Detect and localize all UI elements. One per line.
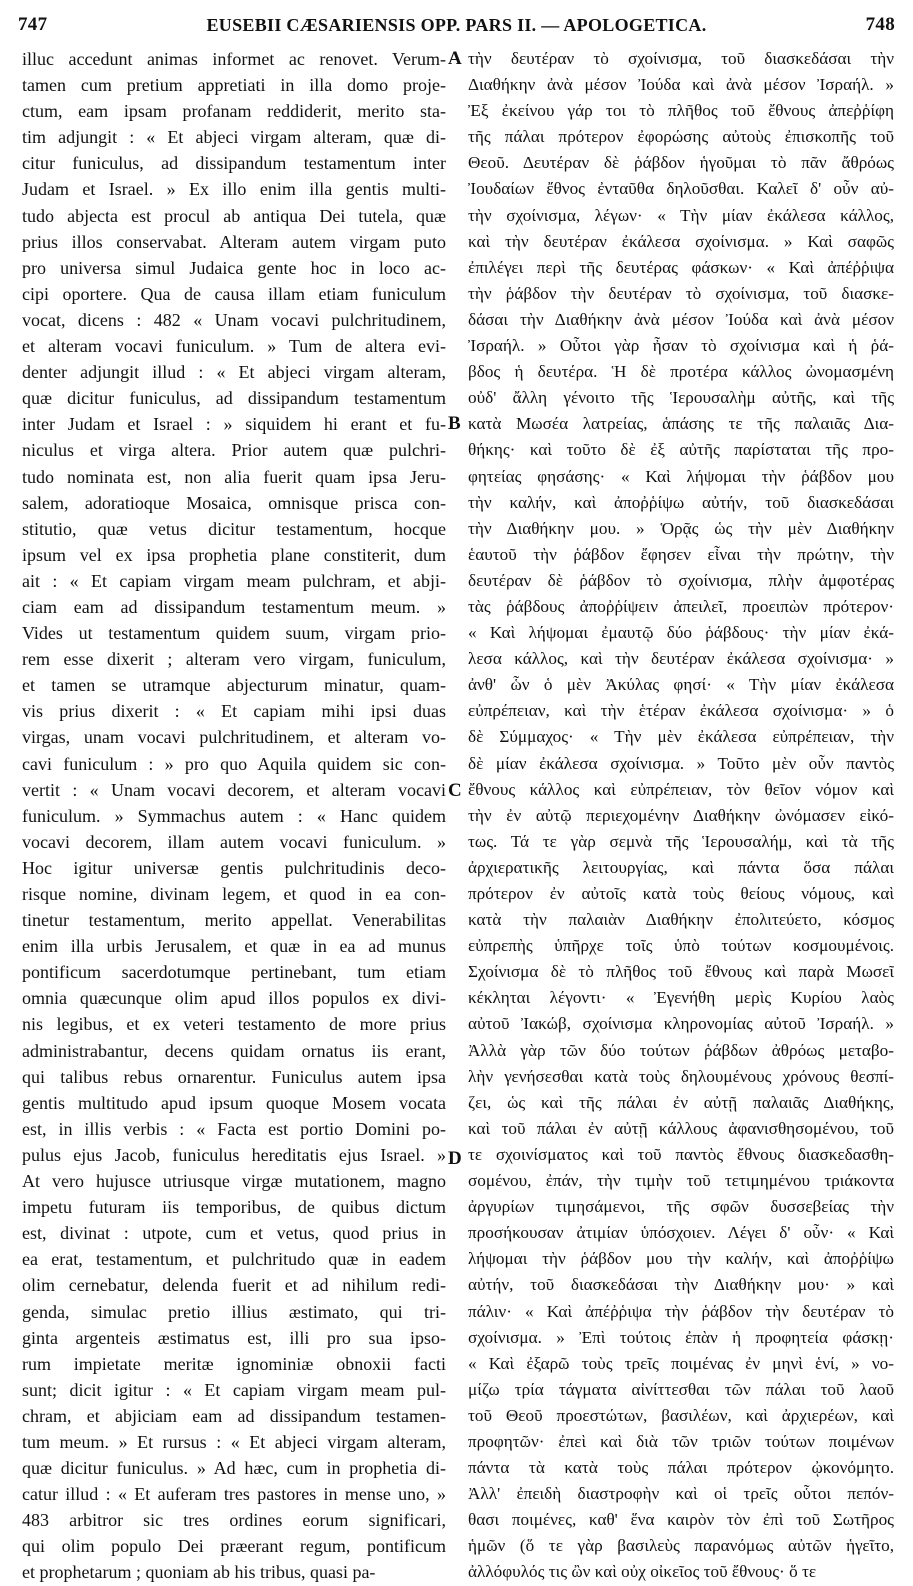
latin-text-line: virgas, unam vocavi pulchritudinem, et alteram vo-: [22, 727, 446, 748]
greek-text-line: τὴν καλήν, καὶ ἀποῤῥίψω αὐτήν, τοῦ διασκεδάσαι: [468, 492, 894, 512]
greek-text-line: σχοίνισμα. » Ἐπὶ τούτοις ἐπὰν ἡ προφητεία φάσκῃ·: [468, 1327, 894, 1347]
latin-text-line: risque nomine, divinam legem, et quod in ea con-: [22, 884, 446, 904]
latin-text-line: ea erat, testamentum, et pulchritudo quæ in eadem: [22, 1249, 446, 1270]
greek-text-line: δὲ Σύμμαχος· « Τὴν μὲν ἐκάλεσα εὐπρέπειαν, τὴν: [468, 727, 894, 747]
greek-text-line: ἔθνους κάλλος καὶ εὐπρέπειαν, τὸν θεῖον νόμον καὶ: [468, 779, 894, 799]
latin-text-line: impetu futuram iis temporibus, de quibus dictum: [22, 1197, 446, 1218]
greek-text-line: τὰς ῥάβδους ἀποῤῥίψειν ἀπειλεῖ, προειπὼν πρότερον·: [468, 596, 894, 616]
greek-text-line: κέκληται λέγοντι· « Ἐγενήθη μερὶς Κυρίου λαὸς: [468, 988, 894, 1008]
latin-text-line: vocat, dicens : 482 « Unam vocavi pulchritudinem,: [22, 309, 446, 330]
latin-text-line: 483 arbitror sic tres ordines eorum significari,: [22, 1510, 446, 1531]
latin-text-line: est, divinat : utpote, cum et vetus, quod prius in: [22, 1223, 446, 1244]
latin-text-line: prius illos conservabat. Alteram autem virgam puto: [22, 231, 446, 252]
latin-text-line: Judam et Israel. » Ex illo enim illa gentis multi-: [22, 179, 446, 200]
margin-letter-b: B: [448, 413, 461, 434]
latin-text-line: et prophetarum ; quoniam ab his tribus, quasi pa-: [22, 1562, 376, 1583]
latin-text-line: nis legibus, et ex veteri testamento de more prius: [22, 1014, 446, 1035]
right-page-number: 748: [865, 14, 895, 35]
greek-text-line: Θεοῦ. Δευτέραν δὲ ῥάβδον ἡγοῦμαι τὸ πᾶν ἄθρόως: [468, 153, 894, 173]
latin-text-line: pontificum sacerdotumque pertinebant, tum etiam: [22, 962, 446, 983]
margin-letter-a: A: [448, 48, 462, 69]
greek-text-line: « Καὶ λήψομαι ἐμαυτῷ δύο ῥάβδους· τὴν μίαν ἐκά-: [468, 623, 894, 643]
latin-text-line: salem, adoratioque Mosaica, omnisque prisca con-: [22, 492, 446, 513]
greek-text-line: ἀργυρίων τιμησάμενοι, τῆς σφῶν δυσσεβείας τὴν: [468, 1197, 894, 1217]
latin-text-line: gentis multitudo apud ipsum quoque Mosem vocata: [22, 1092, 446, 1113]
greek-text-line: τὴν ῥάβδον τὴν δευτέραν τὸ σχοίνισμα, τοῦ διασκε-: [468, 283, 894, 303]
latin-text-line: olim cernebatur, delenda fuerit et ad nihilum redi-: [22, 1275, 446, 1296]
greek-text-line: πάλιν· « Καὶ ἀπέῤῥιψα τὴν ῥάβδον τὴν δευτέραν τὸ: [468, 1301, 894, 1321]
greek-text-line: θασι ποιμένες, καθ' ἕνα καιρὸν τὸν ἐπὶ τοῦ Σωτῆρος: [468, 1510, 894, 1530]
greek-text-line: ἀνθ' ὧν ὁ μὲν Ἀκύλας φησί· « Τὴν μίαν ἐκάλεσα: [468, 675, 894, 695]
latin-text-line: tamen cum pretium appretiati in illa domo proje-: [22, 75, 446, 96]
latin-text-line: inter Judam et Israel : » siquidem hi erant et fu-: [22, 414, 446, 435]
greek-text-line: Ἀλλὰ γὰρ τῶν δύο τούτων ῥάβδων ἀθρόως μεταβο-: [468, 1040, 894, 1060]
latin-column: [22, 46, 446, 1586]
greek-text-line: δευτέραν δὲ ῥάβδον τὸ σχοίνισμα, πλὴν ἀμφοτέρας: [468, 570, 894, 590]
latin-text-line: sunt; dicit igitur : « Et capiam virgam meam pul-: [22, 1379, 446, 1400]
latin-text-line: chram, et abjiciam eam ad dissipandum testamen-: [22, 1405, 446, 1426]
greek-text-line: αὐτήν, τοῦ διασκεδάσαι τὴν Διαθήκην μου· » καὶ: [468, 1275, 894, 1295]
latin-text-line: Hoc igitur universæ gentis pulchritudinis deco-: [22, 857, 446, 878]
greek-text-line: ἑαυτοῦ τὴν ῥάβδον ἔφησεν εἶναι τὴν πρώτην, τὴν: [468, 544, 894, 564]
latin-text-line: Vides ut testamentum quidem suum, virgam prio-: [22, 623, 446, 644]
latin-text-line: quæ dicitur funiculus. » Ad hæc, cum in prophetia di-: [22, 1458, 446, 1479]
greek-text-line: τὴν δευτέραν τὸ σχοίνισμα, τοῦ διασκεδάσαι τὴν: [468, 49, 894, 68]
greek-text-line: λεσα κάλλος, καὶ τὴν δευτέραν ἐκάλεσα σχοίνισμα· »: [468, 649, 894, 669]
greek-text-line: βδος ἡ δευτέρα. Ἡ δὲ προτέρα κάλλος ὠνομασμένη: [468, 362, 894, 382]
latin-text-line: citur funiculus, ad dissipandum testamentum inter: [22, 153, 446, 174]
greek-text-line: θήκης· καὶ τοῦτο δὲ ἐξ αὐτῆς παρίσταται τῆς προ-: [468, 440, 894, 460]
greek-text-line: προσήκουσαν ἀτιμίαν ὑπόσχοιεν. Λέγει δ' οὖν· « Καὶ: [468, 1223, 894, 1243]
latin-text-line: denter adjungit illud : « Et abjeci virgam alteram,: [22, 362, 446, 383]
latin-text-line: genda, simulac pretio illius æstimato, qui tri-: [22, 1301, 446, 1322]
latin-text-line: tum meum. » Et rursus : « Et abjeci virgam alteram,: [22, 1431, 446, 1452]
greek-text-line: « Καὶ ἐξαρῶ τοὺς τρεῖς ποιμένας ἐν μηνὶ ἑνί, » νο-: [468, 1353, 894, 1373]
greek-column: [468, 46, 894, 1586]
latin-text-line: niculus et virga altera. Prior autem quæ pulchri-: [22, 440, 446, 461]
left-page-number: 747: [18, 14, 48, 35]
latin-text-line: illuc accedunt animas informet ac renovet. Verum-: [22, 49, 446, 69]
latin-text-line: At vero hujusce utriusque virgæ mutationem, magno: [22, 1171, 446, 1192]
latin-text-line: tudo abjecta est procul ab antiqua Dei tutela, quæ: [22, 205, 446, 226]
greek-text-line: τὴν ἐν αὐτῷ περιεχομένην Διαθήκην ὠνόμασεν εἰκό-: [468, 805, 894, 825]
greek-text-line: τε σχοινίσματος καὶ τοῦ παντὸς ἔθνους διασκεδασθη-: [468, 1144, 894, 1164]
greek-text-line: φητείας φησάσης· « Καὶ λήψομαι τὴν ῥάβδον μου: [468, 466, 894, 486]
latin-text-line: omnia quæcunque olim apud illos populos ex divi-: [22, 988, 446, 1009]
greek-text-line: λὴν γενήσεσθαι κατὰ τοὺς δηλουμένους χρόνους θεσπί-: [468, 1066, 894, 1086]
latin-text-line: vis prius dixerit : « Et capiam mihi ipsi duas: [22, 701, 446, 722]
latin-text-line: quæ dicitur funiculus, ad dissipandum testamentum: [22, 388, 446, 409]
greek-text-line: τὴν Διαθήκην μου. » Ὁρᾷς ὡς τὴν μὲν Διαθήκην: [468, 518, 894, 538]
greek-text-line: ἀλλόφυλός τις ὢν καὶ οὐχ οἰκεῖος τοῦ ἔθνους· ὅ τε: [468, 1562, 817, 1582]
latin-text-line: ipsum vel ex ipsa prophetia plane constiterit, dum: [22, 544, 446, 565]
greek-text-line: οὐδ' ἄλλη γένοιτο τῆς Ἱερουσαλὴμ αὐτῆς, καὶ τῆς: [468, 388, 894, 408]
latin-text-line: vertit : « Unam vocavi decorem, et alteram vocavi: [22, 779, 446, 800]
greek-text-line: Ἀλλ' ἐπειδὴ διαστροφὴν καὶ οἱ τρεῖς οὗτοι πεπόν-: [468, 1484, 894, 1504]
latin-text-line: ginta argenteis æstimatus est, illi pro sua ipso-: [22, 1327, 446, 1348]
greek-text-line: καὶ τὴν δευτέραν ἐκάλεσα σχοίνισμα. » Καὶ σαφῶς: [468, 231, 894, 251]
latin-text-line: vocavi decorem, illam autem vocavi funiculum. »: [22, 831, 446, 852]
latin-text-line: est, in illis verbis : « Facta est portio Domini po-: [22, 1118, 446, 1139]
latin-text-line: tudo nominata est, non alia fuerit quam ipsa Jeru-: [22, 466, 446, 487]
greek-text-line: τοῦ Θεοῦ προεστώτων, βασιλέων, καὶ ἀρχιερέων, καὶ: [468, 1405, 894, 1425]
greek-text-line: ζει, ὡς καὶ τῆς πάλαι ἐν αὐτῇ παλαιᾶς Διαθήκης,: [468, 1092, 894, 1112]
greek-text-line: αὐτοῦ Ἰακώβ, σχοίνισμα κληρονομίας αὐτοῦ Ἰσραήλ. »: [468, 1014, 894, 1034]
greek-text-line: κατὰ τὴν παλαιὰν Διαθήκην ἐπολιτεύετο, κόσμος: [468, 910, 894, 930]
latin-text-line: tinetur testamentum, merito appellat. Venerabilitas: [22, 910, 446, 931]
greek-text-line: πάντα τὰ κατὰ τοὺς πάλαι πρότερον ᾠκονόμητο.: [468, 1458, 894, 1478]
latin-text-line: cavi funiculum : » pro quo Aquila quidem sic con-: [22, 753, 446, 774]
greek-text-line: τὴν σχοίνισμα, λέγων· « Τὴν μίαν ἐκάλεσα κάλλος,: [468, 205, 894, 225]
greek-text-line: σομένου, ἐπάν, τὴν τιμὴν τοῦ τετιμημένου τριάκοντα: [468, 1171, 894, 1191]
latin-text-line: catur illud : « Et auferam tres pastores in mense uno, »: [22, 1484, 446, 1505]
greek-text-line: ἡμῶν (ὅ τε γὰρ βασιλεὺς παρανόμως αὐτῶν ἡγεῖτο,: [468, 1536, 894, 1556]
greek-text-line: κατὰ Μωσέα λατρείας, ἁπάσης τε τῆς παλαιᾶς Δια-: [468, 414, 894, 434]
greek-text-line: Ἐξ ἐκείνου γάρ τοι τὸ πλῆθος τοῦ ἔθνους ἀπεῤῥίφη: [468, 101, 894, 121]
latin-text-line: pro universa simul Judaica gente hoc in loco ac-: [22, 257, 446, 278]
latin-text-line: cipi oportere. Qua de causa illam etiam funiculum: [22, 283, 446, 304]
greek-text-line: ἐπιλέγει περὶ τῆς δευτέρας φάσκων· « Καὶ ἀπέῤῥιψα: [468, 257, 894, 277]
greek-text-line: καὶ τοῦ πάλαι ἐν αὐτῇ κάλλους ἀφανισθησομένου, τοῦ: [468, 1118, 894, 1138]
greek-text-line: Διαθήκην ἀνὰ μέσον Ἰούδα καὶ ἀνὰ μέσον Ἰσραήλ. »: [468, 75, 894, 95]
greek-text-line: πρότερον ἐν αὐτοῖς κατὰ τοὺς θείους νόμους, καὶ: [468, 884, 894, 903]
latin-text-line: qui olim populo Dei præerant regum, pontificum: [22, 1536, 446, 1557]
running-title: EUSEBII CÆSARIENSIS OPP. PARS II. — APOLOGETICA.: [206, 14, 707, 35]
latin-text-line: et tamen se utramque abjecturum minatur, quam-: [22, 675, 446, 696]
latin-text-line: qui talibus rebus ornarentur. Funiculus autem ipsa: [22, 1066, 446, 1087]
latin-text-line: et alteram vocavi funiculum. » Tum de altera evi-: [22, 336, 446, 357]
greek-text-line: Ἰσραήλ. » Οὗτοι γὰρ ἦσαν τὸ σχοίνισμα καὶ ἡ ῥά-: [468, 336, 894, 356]
greek-text-line: εὐπρέπειαν, καὶ τὴν ἑτέραν ἐκάλεσα σχοίνισμα· » ὁ: [468, 701, 894, 721]
latin-text-line: funiculum. » Symmachus autem : « Hanc quidem: [22, 805, 446, 826]
greek-text-line: δάσαι τὴν Διαθήκην ἀνὰ μέσον Ἰούδα καὶ ἀνὰ μέσον: [468, 309, 894, 329]
latin-text-line: pulus ejus Jacob, funiculus hereditatis ejus Israel. »: [22, 1144, 446, 1165]
latin-text-line: ciam eam ad dissipandum testamentum meum. »: [22, 596, 446, 617]
latin-text-line: rum impietate meritæ ignominiæ obnoxii facti: [22, 1353, 446, 1374]
margin-letter-d: D: [448, 1148, 462, 1169]
latin-text-line: stitutio, quæ vetus dicitur testamentum, hocque: [22, 518, 446, 539]
latin-text-line: tim adjungit : « Et abjeci virgam alteram, quæ di-: [22, 127, 446, 148]
greek-text-line: τῆς πάλαι πρότερον ἐφορώσης αὐτοὺς ἐπισκοπῆς τοῦ: [468, 127, 894, 147]
latin-text-line: enim illa urbis Jerusalem, et quæ in ea ad munus: [22, 936, 446, 957]
greek-text-line: δὲ μίαν ἐκάλεσα σχοίνισμα. » Τοῦτο μὲν οὖν παντὸς: [468, 753, 894, 773]
greek-text-line: ἀρχιερατικῆς λειτουργίας, καὶ πάντα ὅσα πάλαι: [468, 857, 894, 877]
page-header: [18, 10, 895, 40]
greek-text-line: τως. Τά τε γὰρ σεμνὰ τῆς Ἱερουσαλήμ, καὶ τὰ τῆς: [468, 831, 894, 851]
greek-text-line: λήψομαι τὴν ῥάβδον μου τὴν καλήν, καὶ ἀποῤῥίψω: [468, 1249, 894, 1269]
latin-text-line: rem esse dixerit ; alteram vero virgam, funiculum,: [22, 649, 446, 670]
latin-text-line: administrabantur, decens quidam ornatus iis erant,: [22, 1040, 446, 1061]
greek-text-line: Ἰουδαίων ἔθνος ἐνταῦθα δηλοῦσθαι. Καλεῖ δ' οὖν αὐ-: [468, 179, 894, 199]
greek-text-line: Σχοίνισμα δὲ τὸ πλῆθος τοῦ ἔθνους καὶ παρὰ Μωσεῖ: [468, 962, 894, 982]
margin-letter-c: C: [448, 780, 462, 801]
latin-text-line: ait : « Et capiam virgam meam pulchram, et abji-: [22, 570, 446, 591]
greek-text-line: προφητῶν· ἐπεὶ καὶ διὰ τῶν τριῶν τούτων ποιμένων: [468, 1431, 894, 1451]
greek-text-line: εὐπρεπὴς ὑπῆρχε τοῖς ὑπὸ τούτων κοσμουμένοις.: [468, 936, 894, 956]
latin-text-line: ctum, eam ipsam profanam reddiderit, merito sta-: [22, 101, 446, 122]
greek-text-line: μίζω τρία τάγματα αἰνίττεσθαι τῶν πάλαι τοῦ λαοῦ: [468, 1379, 894, 1399]
